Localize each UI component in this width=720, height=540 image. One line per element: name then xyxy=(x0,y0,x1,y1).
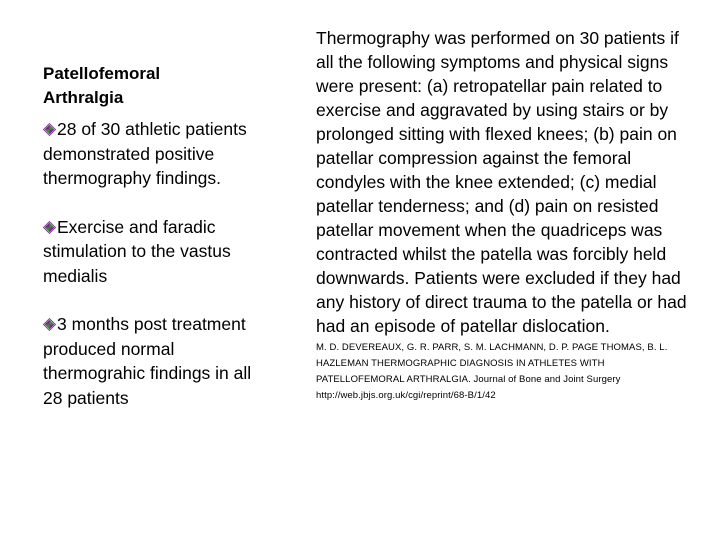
bullet-text-3: 3 months post treatment produced normal thermograhic findings in all 28 patients xyxy=(43,314,252,408)
diamond-bullet-icon xyxy=(43,216,56,229)
slide-heading xyxy=(43,62,275,110)
citation xyxy=(316,340,692,404)
bullet-text-2: Exercise and faradic stimulation to the vastus medialis xyxy=(43,216,231,286)
bullet-text-1: 28 of 30 athletic patients demonstrated positive thermography findings. xyxy=(43,119,247,188)
thermography-description: Thermography was performed on 30 patients if all the following symptoms and physical signs were present: (a) retropatellar pain related to exercise and aggravated by using stairs or by prolonged sitting with flexed knees; (b) pain on patellar compression against the femoral condyles with the knee extended; (c) medial patellar tenderness; and (d) pain on resisted patellar movement when the quadriceps was contracted whilst the patella was forcibly held downwards. Patients were excluded if they had any history of direct trauma to the patella or had had an episode of patellar dislocation. xyxy=(316,28,687,336)
heading-line-1: Patellofemoral xyxy=(43,64,161,83)
citation-authors: M. D. DEVEREAUX, G. R. PARR, S. M. LACHMANN, D. P. PAGE THOMAS, B. L. HAZLEMAN THERMOGRAPHIC DIAGNOSIS IN ATHLETES WITH PATELLOFEMORAL ARTHRALGIA. Journal of Bone and Joint Surgery xyxy=(316,342,668,385)
bullet-item-1 xyxy=(43,117,275,191)
heading-line-2: Arthralgia xyxy=(43,88,124,107)
diamond-bullet-icon xyxy=(43,313,56,326)
citation-url[interactable]: http://web.jbjs.org.uk/cgi/reprint/68-B/1/42 xyxy=(316,390,496,401)
bullet-item-3 xyxy=(43,312,275,410)
left-column xyxy=(43,62,275,410)
diamond-bullet-icon xyxy=(43,118,56,131)
bullet-item-2 xyxy=(43,215,275,289)
right-column xyxy=(316,26,692,404)
